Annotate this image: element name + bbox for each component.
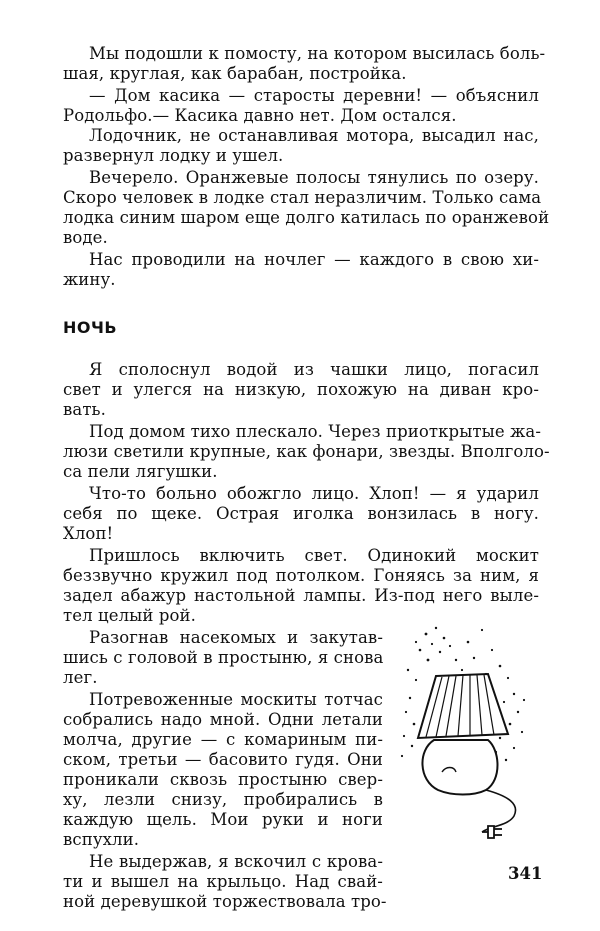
text-line: задел абажур настольной лампы. Из-под него выле-	[63, 586, 539, 605]
text-line: беззвучно кружил под потолком. Гоняясь за ним, я	[63, 566, 539, 585]
text-line: Под домом тихо плескало. Через приоткрытые жа-	[89, 422, 541, 441]
text-line: Я сполоснул водой из чашки лицо, погасил	[89, 360, 539, 379]
text-line: Не выдержав, я вскочил с крова-	[89, 852, 383, 871]
text-line: ху, лезли снизу, пробирались в	[63, 790, 383, 809]
text-line: собрались надо мной. Одни летали	[63, 710, 383, 729]
text-line: проникали сквозь простыню свер-	[63, 770, 383, 789]
text-line: жину.	[63, 270, 116, 289]
text-line: Лодочник, не останавливая мотора, высадил нас,	[89, 126, 539, 145]
text-line: каждую щель. Мои руки и ноги	[63, 810, 383, 829]
section-title: НОЧЬ	[63, 318, 118, 337]
text-line: вать.	[63, 400, 106, 419]
lamp-cord	[482, 790, 516, 832]
text-line: Потревоженные москиты тотчас	[89, 690, 383, 709]
text-line: ной деревушкой торжествовала тро-	[63, 892, 387, 911]
text-line: Родольфо.— Касика давно нет. Дом остался.	[63, 106, 457, 125]
text-line: — Дом касика — старосты деревни! — объяснил	[89, 86, 539, 105]
text-line: Разогнав насекомых и закутав-	[89, 628, 383, 647]
text-line: вспухли.	[63, 830, 140, 849]
text-line: лег.	[63, 668, 98, 687]
lamp-illustration	[396, 620, 546, 845]
text-line: себя по щеке. Острая иголка вонзилась в ногу.	[63, 504, 539, 523]
text-line: Что-то больно обожгло лицо. Хлоп! — я ударил	[89, 484, 539, 503]
text-line: тел целый рой.	[63, 606, 196, 625]
text-line: шись с головой в простыню, я снова	[63, 648, 384, 667]
text-line: Мы подошли к помосту, на котором высилась боль-	[89, 44, 546, 63]
text-line: Скоро человек в лодке стал неразличим. Только сама	[63, 188, 542, 207]
text-line: воде.	[63, 228, 108, 247]
text-line: лодка синим шаром еще долго катилась по оранжевой	[63, 208, 550, 227]
text-line: люзи светили крупные, как фонари, звезды. Вполголо-	[63, 442, 550, 461]
text-line: Хлоп!	[63, 524, 114, 543]
text-line: Нас проводили на ночлег — каждого в свою хи-	[89, 250, 539, 269]
text-line: са пели лягушки.	[63, 462, 218, 481]
text-line: шая, круглая, как барабан, постройка.	[63, 64, 407, 83]
text-line: развернул лодку и ушел.	[63, 146, 284, 165]
text-line: Пришлось включить свет. Одинокий москит	[89, 546, 539, 565]
lamp-base	[422, 740, 497, 795]
text-line: молча, другие — с комариным пи-	[63, 730, 383, 749]
text-line: свет и улегся на низкую, похожую на диван кро-	[63, 380, 539, 399]
page-number: 341	[508, 864, 543, 883]
text-line: ском, третьи — басовито гудя. Они	[63, 750, 383, 769]
lampshade	[418, 674, 508, 738]
text-line: Вечерело. Оранжевые полосы тянулись по озеру.	[89, 168, 539, 187]
plug-icon	[482, 826, 502, 838]
text-line: ти и вышел на крыльцо. Над свай-	[63, 872, 383, 891]
